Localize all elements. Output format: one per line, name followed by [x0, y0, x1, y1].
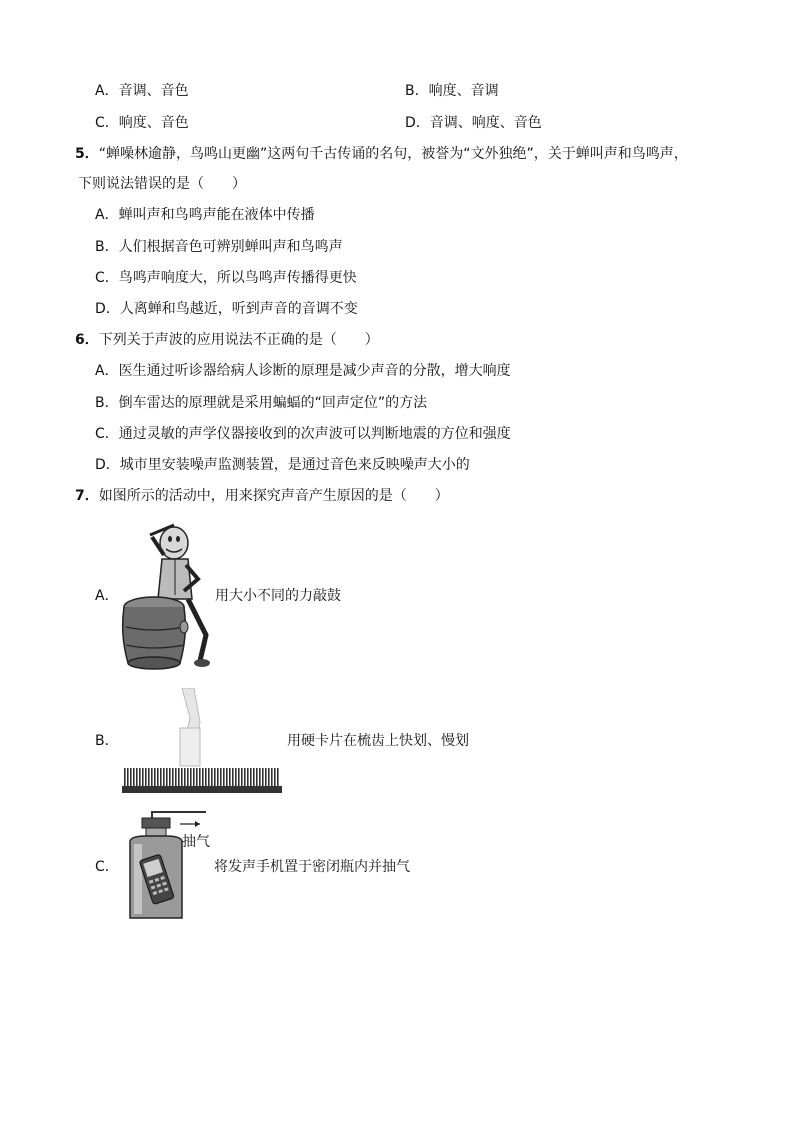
q7-option-a-letter: A．: [95, 588, 119, 604]
q7-stem-text: 如图所示的活动中，用来探究声音产生原因的是（ ）: [98, 488, 449, 504]
q7-option-a-text: 用大小不同的力敲鼓: [215, 588, 341, 604]
q4-option-b: B．响度、音调: [405, 83, 499, 99]
q6-number: 6．: [75, 332, 99, 348]
q4-option-d: D．音调、响度、音色: [405, 115, 542, 131]
q7-option-b-text: 用硬卡片在梳齿上快划、慢划: [287, 733, 469, 749]
q6-option-d: D．城市里安装噪声监测装置，是通过音色来反映噪声大小的: [95, 457, 470, 473]
q6-option-b: B．倒车雷达的原理就是采用蝙蝠的“回声定位”的方法: [95, 395, 428, 411]
q6-stem: [75, 330, 379, 350]
q7-number: 7．: [75, 488, 99, 504]
q5-stem-line2: 下则说法错误的是（ ）: [78, 176, 246, 192]
q4-option-a: A．音调、音色: [95, 83, 189, 99]
q5-number: 5．: [75, 146, 99, 162]
q7-option-c-letter: C．: [95, 859, 119, 875]
q5-stem-line1: “蝉噪林逾静，鸟鸣山更幽”这两句千古传诵的名句，被誉为“文外独绝”，关于蝉叫声和鸟鸣声，: [98, 146, 688, 162]
air-pump-label: 抽气: [182, 834, 210, 850]
q5-option-a: A．蝉叫声和鸟鸣声能在液体中传播: [95, 207, 315, 223]
q5-stem: [75, 144, 688, 164]
q6-option-a: A．医生通过听诊器给病人诊断的原理是减少声音的分散，增大响度: [95, 363, 511, 379]
q6-option-c: C．通过灵敏的声学仪器接收到的次声波可以判断地震的方位和强度: [95, 426, 511, 442]
q5-option-c: C．鸟鸣声响度大，所以鸟鸣声传播得更快: [95, 270, 357, 286]
q4-option-c: C．响度、音色: [95, 115, 189, 131]
q5-option-b: B．人们根据音色可辨别蝉叫声和鸟鸣声: [95, 239, 343, 255]
q7-option-c-text: 将发声手机置于密闭瓶内并抽气: [214, 859, 410, 875]
q7-option-b-letter: B．: [95, 733, 119, 749]
bottle-figure: [120, 808, 210, 923]
comb-figure: [120, 688, 282, 794]
drummer-figure: [118, 515, 213, 673]
q5-option-d: D．人离蝉和鸟越近，听到声音的音调不变: [95, 301, 358, 317]
q6-stem-text: 下列关于声波的应用说法不正确的是（ ）: [98, 332, 379, 348]
q7-stem: [75, 486, 449, 506]
